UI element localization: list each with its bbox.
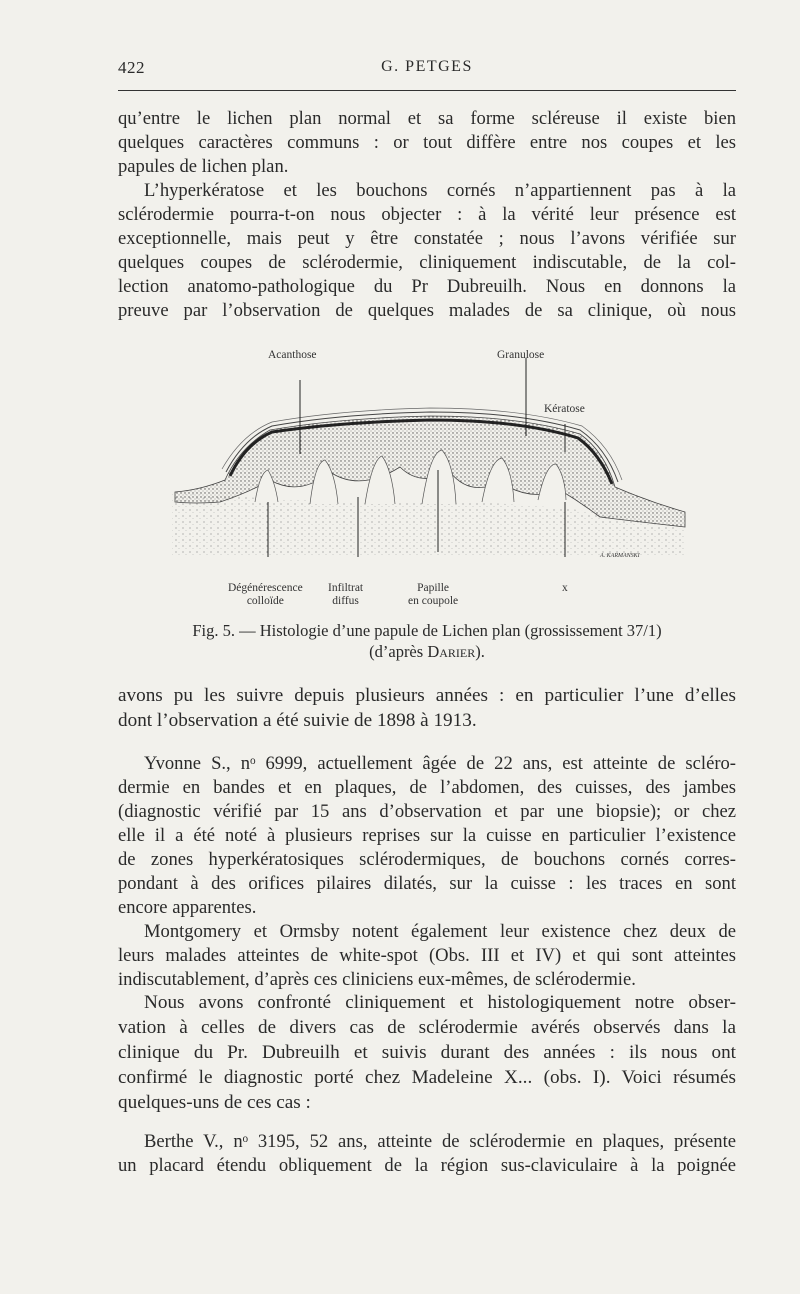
text-line: exceptionnelle, mais peut y être constatée ; nous l’avons vérifiée sur [118,228,736,249]
label-keratose: Kératose [544,403,585,415]
artist-signature: A. KARMANSKI [600,553,640,559]
text-line: Montgomery et Ormsby notent également leur existence chez deux de [144,921,736,942]
text-line: dermie en bandes et en plaques, de l’abdomen, des cuisses, des jambes [118,777,736,798]
paragraph-2 [118,683,736,733]
text-line: Berthe V., nᵒ 3195, 52 ans, atteinte de sclérodermie en plaques, présente [144,1131,736,1152]
label-granulose: Granulose [497,349,545,361]
text-line: quelques-uns de ces cas : [118,1092,311,1113]
text-line: preuve par l’observation de quelques malades de sa clinique, où nous [118,300,736,321]
text-line: de zones hyperkératosiques sclérodermiques, de bouchons cornés corres- [118,849,736,870]
text-line: pondant à des orifices pilaires dilatés, sur la cuisse : les traces en sont [118,873,736,894]
label-papille [408,582,458,608]
page-number: 422 [118,58,145,77]
figure-caption [118,620,736,662]
label-line: colloïde [246,595,284,607]
text-line: elle il a été noté à plusieurs reprises sur la cuisse en particulier l’existence [118,825,736,846]
text-line: dont l’observation a été suivie de 1898 à 1913. [118,710,477,731]
text-line: papules de lichen plan. [118,156,289,177]
text-line: leurs malades atteintes de white-spot (Obs. III et IV) et qui sont atteintes [118,945,736,966]
label-acanthose: Acanthose [268,349,317,361]
text-line: qu’entre le lichen plan normal et sa forme scléreuse il existe bien [118,108,736,129]
label-line: Dégénérescence [228,582,303,594]
running-header [118,58,736,80]
label-line: en coupole [408,595,459,607]
paragraph-3 [118,752,736,992]
caption-line-2 [118,641,736,662]
text-line: encore apparentes. [118,897,257,918]
caption-suffix: ). [475,642,485,661]
text-line: Yvonne S., nᵒ 6999, actuellement âgée de 22 ans, est atteinte de scléro- [144,753,736,774]
text-line: indiscutablement, d’après ces cliniciens eux-mêmes, de sclérodermie. [118,969,636,990]
histology-figure [160,349,700,612]
running-head-author: G. PETGES [381,58,473,75]
caption-author: Darier [427,642,476,661]
label-degenerescence [228,582,303,608]
lichen-papule-section [160,352,700,582]
text-line: sclérodermie pourra-t-on nous objecter : à la vérité leur présence est [118,204,736,225]
text-line: L’hyperkératose et les bouchons cornés n’appartiennent pas à la [144,180,736,201]
text-line: quelques coupes de sclérodermie, cliniquement indiscutable, de la col- [118,252,736,273]
caption-prefix: (d’après [369,642,428,661]
text-line: clinique du Pr. Dubreuilh et suivis durant des années : ils nous ont [118,1042,736,1063]
text-line: un placard étendu obliquement de la région sus-claviculaire à la poignée [118,1155,736,1176]
label-line: Papille [417,582,450,594]
label-x: x [562,582,568,594]
label-line: diffus [332,595,359,607]
header-rule [118,90,736,91]
paragraph-1 [118,107,736,323]
paragraph-5 [118,1130,736,1178]
label-infiltrat [328,582,363,608]
text-line: avons pu les suivre depuis plusieurs années : en particulier l’une d’elles [118,685,736,706]
text-line: quelques caractères communs : or tout diffère entre nos coupes et les [118,132,736,153]
text-line: confirmé le diagnostic porté chez Madeleine X... (obs. I). Voici résumés [118,1067,736,1088]
text-line: (diagnostic vérifié par 15 ans d’observation et par une biopsie); or chez [118,801,736,822]
text-line: Nous avons confronté cliniquement et histologiquement notre obser- [144,992,736,1013]
label-line: Infiltrat [328,582,364,594]
caption-line-1: Fig. 5. — Histologie d’une papule de Lichen plan (grossissement 37/1) [192,621,662,640]
text-line: lection anatomo-pathologique du Pr Dubreuilh. Nous en donnons la [118,276,736,297]
text-line: vation à celles de divers cas de sclérodermie avérés observés dans la [118,1017,736,1038]
paragraph-4 [118,990,736,1115]
